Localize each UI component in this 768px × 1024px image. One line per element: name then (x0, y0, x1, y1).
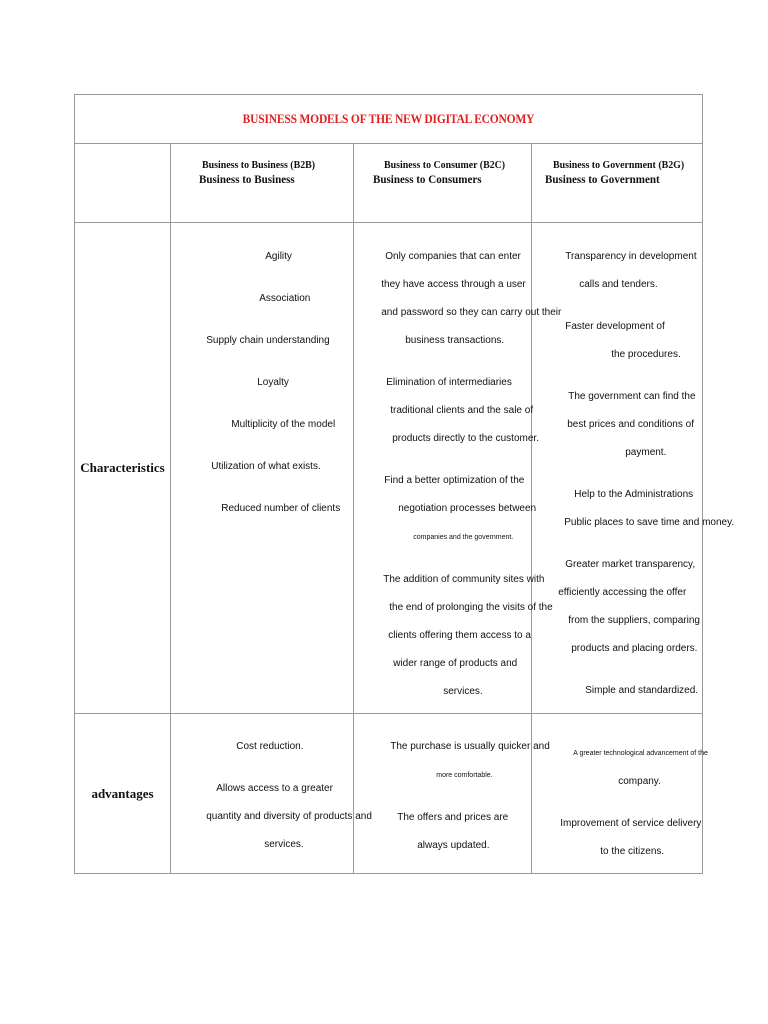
list-item: The offers and prices are (397, 812, 509, 823)
characteristics-row (75, 223, 703, 714)
list-item: Multiplicity of the model (231, 419, 336, 430)
list-item: company. (618, 776, 661, 787)
list-item: The purchase is usually quicker and (390, 741, 550, 752)
list-item: more comfortable. (436, 772, 493, 779)
advantages-b2c-cell (354, 714, 550, 874)
list-item: Improvement of service delivery (560, 818, 702, 829)
characteristics-b2b-cell (171, 223, 354, 714)
list-item: traditional clients and the sale of (390, 405, 534, 416)
list-item: the procedures. (611, 349, 681, 360)
list-item: from the suppliers, comparing (568, 615, 700, 626)
list-item: services. (264, 839, 304, 850)
advantages-row (75, 714, 703, 874)
header-b2g (532, 144, 703, 223)
list-item: Utilization of what exists. (211, 461, 321, 472)
list-item: The addition of community sites with (383, 574, 545, 585)
list-item: business transactions. (405, 335, 505, 346)
list-item: Loyalty (257, 377, 289, 388)
characteristics-b2c-cell (354, 223, 562, 714)
header-row (75, 144, 703, 223)
list-item: calls and tenders. (579, 279, 658, 290)
list-item: Faster development of (565, 321, 665, 332)
characteristics-b2g-cell (532, 223, 735, 714)
list-item: services. (443, 686, 483, 697)
list-item: Only companies that can enter (385, 251, 521, 262)
list-item: Association (259, 293, 311, 304)
b2b-abbr-heading: Business to Business (B2B) (202, 159, 316, 171)
list-item: Reduced number of clients (221, 503, 341, 514)
title-row (75, 95, 703, 144)
header-b2b (171, 144, 354, 223)
header-empty-cell (75, 144, 171, 223)
b2g-abbr-heading: Business to Government (B2G) (553, 159, 685, 171)
list-item: efficiently accessing the offer (558, 587, 687, 598)
list-item: to the citizens. (600, 846, 665, 857)
list-item: products directly to the customer. (392, 433, 539, 444)
list-item: companies and the government. (413, 534, 514, 541)
list-item: Allows access to a greater (216, 783, 333, 794)
b2c-abbr-heading: Business to Consumer (B2C) (384, 159, 506, 171)
advantages-label: advantages (75, 714, 171, 874)
header-b2c (354, 144, 532, 223)
document-title: BUSINESS MODELS OF THE NEW DIGITAL ECONOMY (242, 112, 535, 126)
list-item: Find a better optimization of the (384, 475, 525, 486)
list-item: they have access through a user (381, 279, 526, 290)
list-item: always updated. (417, 840, 490, 851)
advantages-b2g-cell (532, 714, 708, 874)
business-models-table (74, 94, 735, 874)
list-item: A greater technological advancement of the (573, 750, 708, 757)
list-item: Simple and standardized. (585, 685, 699, 696)
list-item: Greater market transparency, (565, 559, 696, 570)
title-cell (75, 95, 703, 144)
list-item: Elimination of intermediaries (386, 377, 512, 388)
list-item: Help to the Administrations (574, 489, 694, 500)
list-item: Agility (265, 251, 292, 262)
list-item: negotiation processes between (398, 503, 537, 514)
list-item: payment. (625, 447, 667, 458)
characteristics-label: Characteristics (75, 223, 171, 714)
list-item: Cost reduction. (236, 741, 304, 752)
list-item: products and placing orders. (571, 643, 698, 654)
list-item: the end of prolonging the visits of the (389, 602, 553, 613)
b2c-full-heading: Business to Consumers (373, 172, 482, 186)
list-item: best prices and conditions of (567, 419, 694, 430)
list-item: quantity and diversity of products and (206, 811, 372, 822)
list-item: Public places to save time and money. (564, 517, 735, 528)
b2g-full-heading: Business to Government (545, 172, 660, 186)
list-item: The government can find the (568, 391, 696, 402)
b2b-full-heading: Business to Business (199, 172, 295, 186)
list-item: wider range of products and (393, 658, 518, 669)
list-item: Transparency in development (565, 251, 697, 262)
list-item: Supply chain understanding (206, 335, 330, 346)
advantages-b2b-cell (171, 714, 372, 874)
list-item: clients offering them access to a (388, 630, 531, 641)
list-item: and password so they can carry out their (381, 307, 562, 318)
